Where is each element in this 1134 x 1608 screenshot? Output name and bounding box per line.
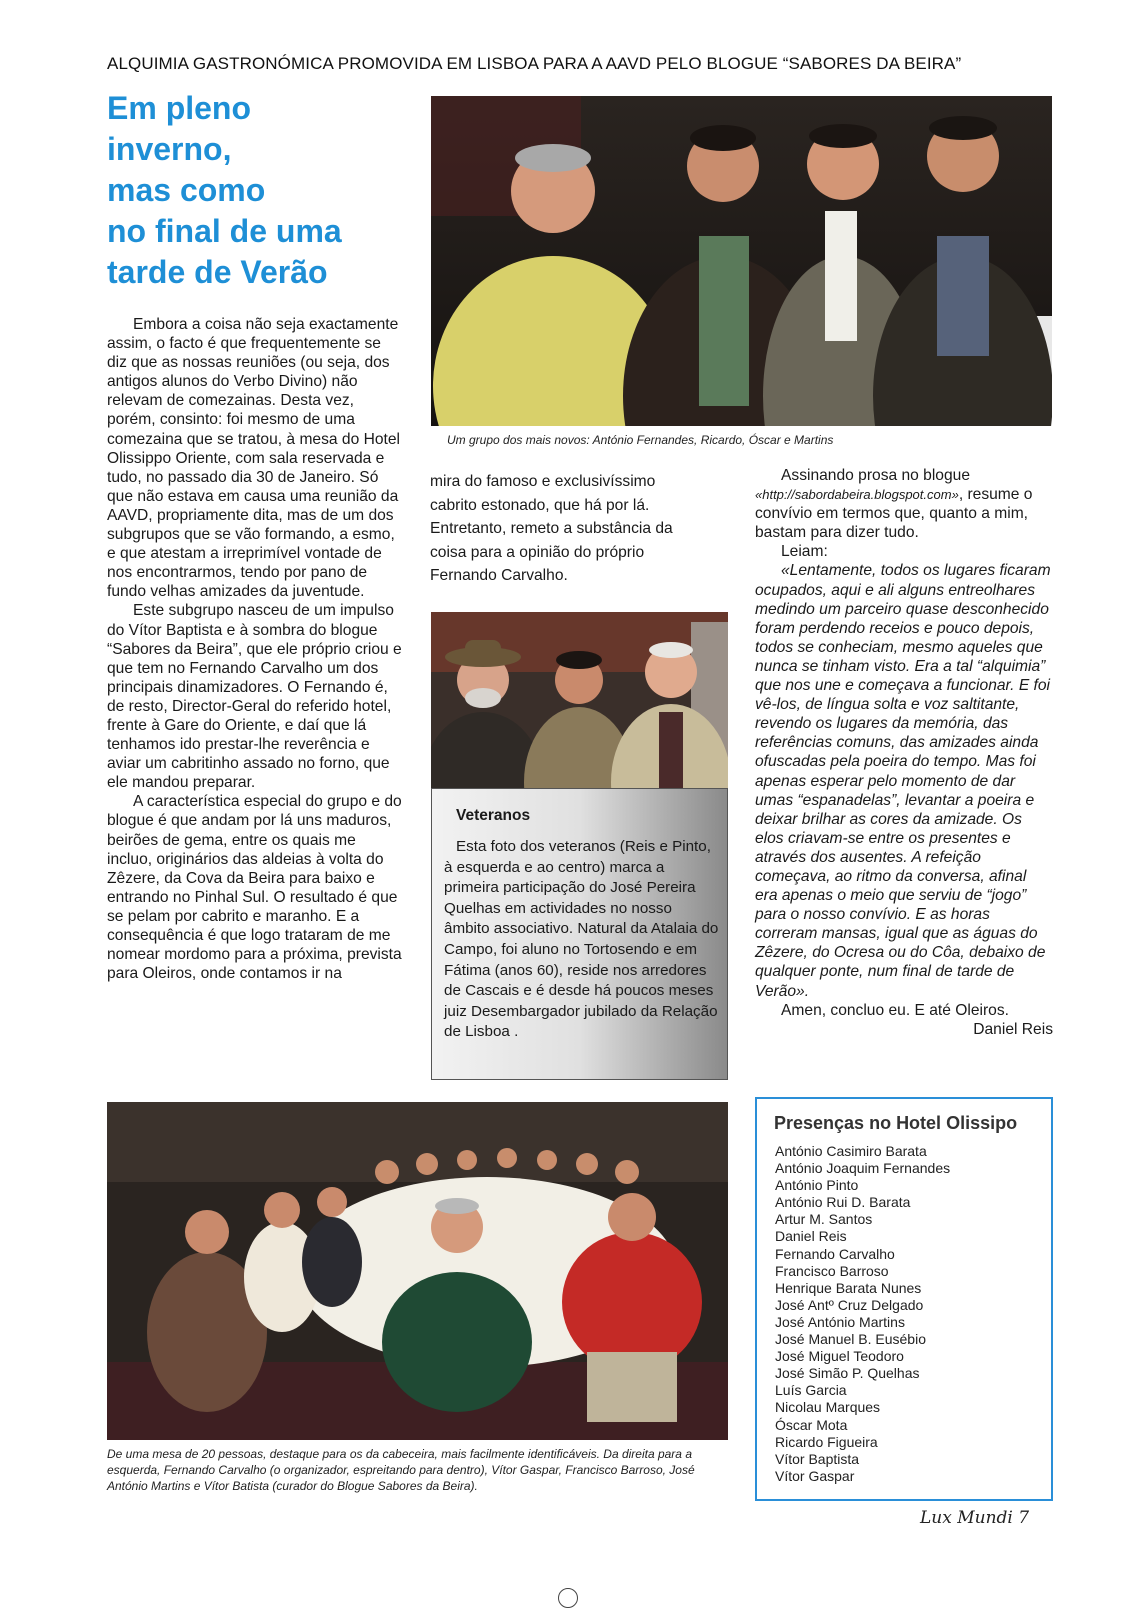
attendee-name: Fernando Carvalho bbox=[775, 1245, 895, 1262]
attendee-name: José Manuel B. Eusébio bbox=[775, 1331, 926, 1348]
body-column-left bbox=[107, 315, 403, 983]
blog-intro: Assinando prosa no blogue bbox=[781, 467, 970, 484]
veterans-title: Veteranos bbox=[456, 807, 531, 824]
attendee-name: Óscar Mota bbox=[775, 1416, 848, 1433]
paragraph: Este subgrupo nasceu de um impulso do Vítor Baptista e à sombra do blogue “Sabores da Beira”, que ele próprio criou e que tem no Fernando Carvalho um dos principais dinamizadores. O Fernando é, de resto, Director-Geral do referido hotel, frente à Gare do Oriente, e daí que lá tenhamos ido prestar-lhe reverência e aviar um cabritinho assado no forno, que ele mandou preparar. bbox=[107, 602, 402, 792]
attendee-name: Vítor Baptista bbox=[775, 1450, 860, 1467]
headline bbox=[107, 88, 407, 293]
attendee-name: Daniel Reis bbox=[775, 1228, 847, 1245]
attendee-name: António Rui D. Barata bbox=[775, 1194, 911, 1211]
body-column-middle bbox=[430, 470, 705, 588]
page-folio: Lux Mundi 7 bbox=[920, 1508, 1030, 1528]
attendance-title: Presenças no Hotel Olissipo bbox=[774, 1113, 1018, 1133]
photo-dinner-table bbox=[107, 1102, 728, 1440]
headline-line: tarde de Verão bbox=[107, 254, 328, 290]
attendee-name: Luís Garcia bbox=[775, 1382, 847, 1399]
attendee-name: José Antº Cruz Delgado bbox=[775, 1296, 924, 1313]
blog-intro-rest: , resume o convívio em termos que, quanto a mim, bastam para dizer tudo. bbox=[755, 486, 1033, 542]
attendance-box bbox=[755, 1097, 1053, 1501]
attendee-name: José Miguel Teodoro bbox=[775, 1348, 904, 1365]
caption-top-photo: Um grupo dos mais novos: António Fernandes, Ricardo, Óscar e Martins bbox=[447, 433, 834, 447]
headline-line: inverno, bbox=[107, 131, 232, 167]
caption-dinner-photo: De uma mesa de 20 pessoas, destaque para os da cabeceira, mais facilmente identificáveis. Da direita para a esquerda, Fernando Carvalho (o organizador, espreitando para dentro), Vítor Gaspar, Francisco Barroso, José António Martins e Vítor Batista (curador do Blogue Sabores da Beira). bbox=[107, 1447, 695, 1493]
paragraph bbox=[755, 466, 1053, 542]
body-column-right bbox=[755, 466, 1053, 1039]
veterans-box bbox=[431, 788, 728, 1080]
blog-quote: «Lentamente, todos os lugares ficaram ocupados, aqui e ali alguns entreolhares medindo um parceiro quase desconhecido foram perdendo receios e pouco depois, todos se conheciam, mesmo aqueles que nunca se tinham visto. Era a tal “alquimia” que nos une e começava a funcionar. E foi vê-los, de língua solta e voz saltitante, revendo os lugares da memória, das referências comuns, das amizades ainda ofuscadas pela poeira do tempo. Mas foi apenas esperar pelo momento de dar umas “espanadelas”, levantar a poeira e deixar brilhar as cores da amizade. Os elos criavam-se entre os presentes e através dos ausentes. A refeição começava, ao ritmo da conversa, afinal era apenas o meio que serviu de “jogo” para o nosso convívio. E as horas correram mansas, igual que as águas do Zêzere, do Ocresa ou do Côa, debaixo de qualquer ponte, num final de tarde de Verão». bbox=[755, 562, 1051, 1000]
photo-veterans bbox=[431, 612, 728, 788]
attendee-name: José Simão P. Quelhas bbox=[775, 1365, 920, 1382]
author-signature: Daniel Reis bbox=[973, 1020, 1053, 1038]
attendee-name: António Joaquim Fernandes bbox=[775, 1160, 951, 1177]
paragraph: Embora a coisa não seja exactamente assim, o facto é que frequentemente se diz que as nossas reuniões (ou seja, dos antigos alunos do Verbo Divino) não relevam de comezainas. Desta vez, porém, consinto: foi mesmo de uma comezaina que se tratou, à mesa do Hotel Olissippo Oriente, com sala reservada e tudo, no passado dia 30 de Janeiro. Só que não estava em causa uma reunião da AAVD, propriamente dita, mas de um dos subgrupos que se vão formando, a esmo, e que atestam a irreprimível vontade de nos encontrarmos, tendo por pano de fundo velhas amizades da juventude. bbox=[107, 316, 400, 601]
photo-veterans-image bbox=[431, 612, 728, 788]
headline-line: no final de uma bbox=[107, 213, 342, 249]
attendee-name: Artur M. Santos bbox=[775, 1211, 873, 1228]
attendee-name: Henrique Barata Nunes bbox=[775, 1279, 922, 1296]
paragraph: A característica especial do grupo e do blogue é que andam por lá uns maduros, beirões de gema, entre os quais me incluo, originários das aldeias à volta do Zêzere, da Cova da Beira para baixo e entrando no Pinhal Sul. O resultado é que se pelam por cabrito e maranho. E a consequência é que logo trataram de me nomear mordomo para a próxima, prevista para Oleiros, onde contamos ir na bbox=[107, 793, 402, 983]
headline-line: mas como bbox=[107, 172, 266, 208]
registration-mark-icon bbox=[558, 1588, 578, 1608]
blog-url[interactable]: «http://sabordabeira.blogspot.com» bbox=[755, 487, 959, 503]
attendee-name: Francisco Barroso bbox=[775, 1262, 889, 1279]
headline-line: Em pleno bbox=[107, 90, 252, 126]
kicker: ALQUIMIA GASTRONÓMICA PROMOVIDA EM LISBOA PARA A AAVD PELO BLOGUE “SABORES DA BEIRA” bbox=[107, 54, 962, 73]
attendance-list bbox=[775, 1143, 950, 1485]
paragraph: mira do famoso e exclusivíssimo cabrito estonado, que há por lá. Entretanto, remeto a substância da coisa para a opinião do próprio Fernando Carvalho. bbox=[430, 473, 673, 585]
attendee-name: António Pinto bbox=[775, 1177, 859, 1194]
attendee-name: António Casimiro Barata bbox=[775, 1143, 927, 1159]
photo-group-younger bbox=[431, 96, 1052, 426]
paragraph: Leiam: bbox=[781, 543, 828, 561]
photo-dinner-table-image bbox=[107, 1102, 728, 1440]
attendee-name: Vítor Gaspar bbox=[775, 1467, 855, 1484]
closing-line: Amen, concluo eu. E até Oleiros. bbox=[781, 1001, 1009, 1019]
veterans-text: Esta foto dos veteranos (Reis e Pinto, à esquerda e ao centro) marca a primeira participação do José Pereira Quelhas em actividades no nosso âmbito associativo. Natural da Atalaia do Campo, foi aluno no Tortosendo e em Fátima (anos 60), reside nos arredores de Cascais e é desde há poucos meses juiz Desembargador jubilado da Relação de Lisboa . bbox=[444, 838, 719, 1041]
attendee-name: José António Martins bbox=[775, 1313, 905, 1330]
attendee-name: Nicolau Marques bbox=[775, 1399, 881, 1416]
photo-group-younger-image bbox=[431, 96, 1052, 426]
attendee-name: Ricardo Figueira bbox=[775, 1433, 878, 1450]
